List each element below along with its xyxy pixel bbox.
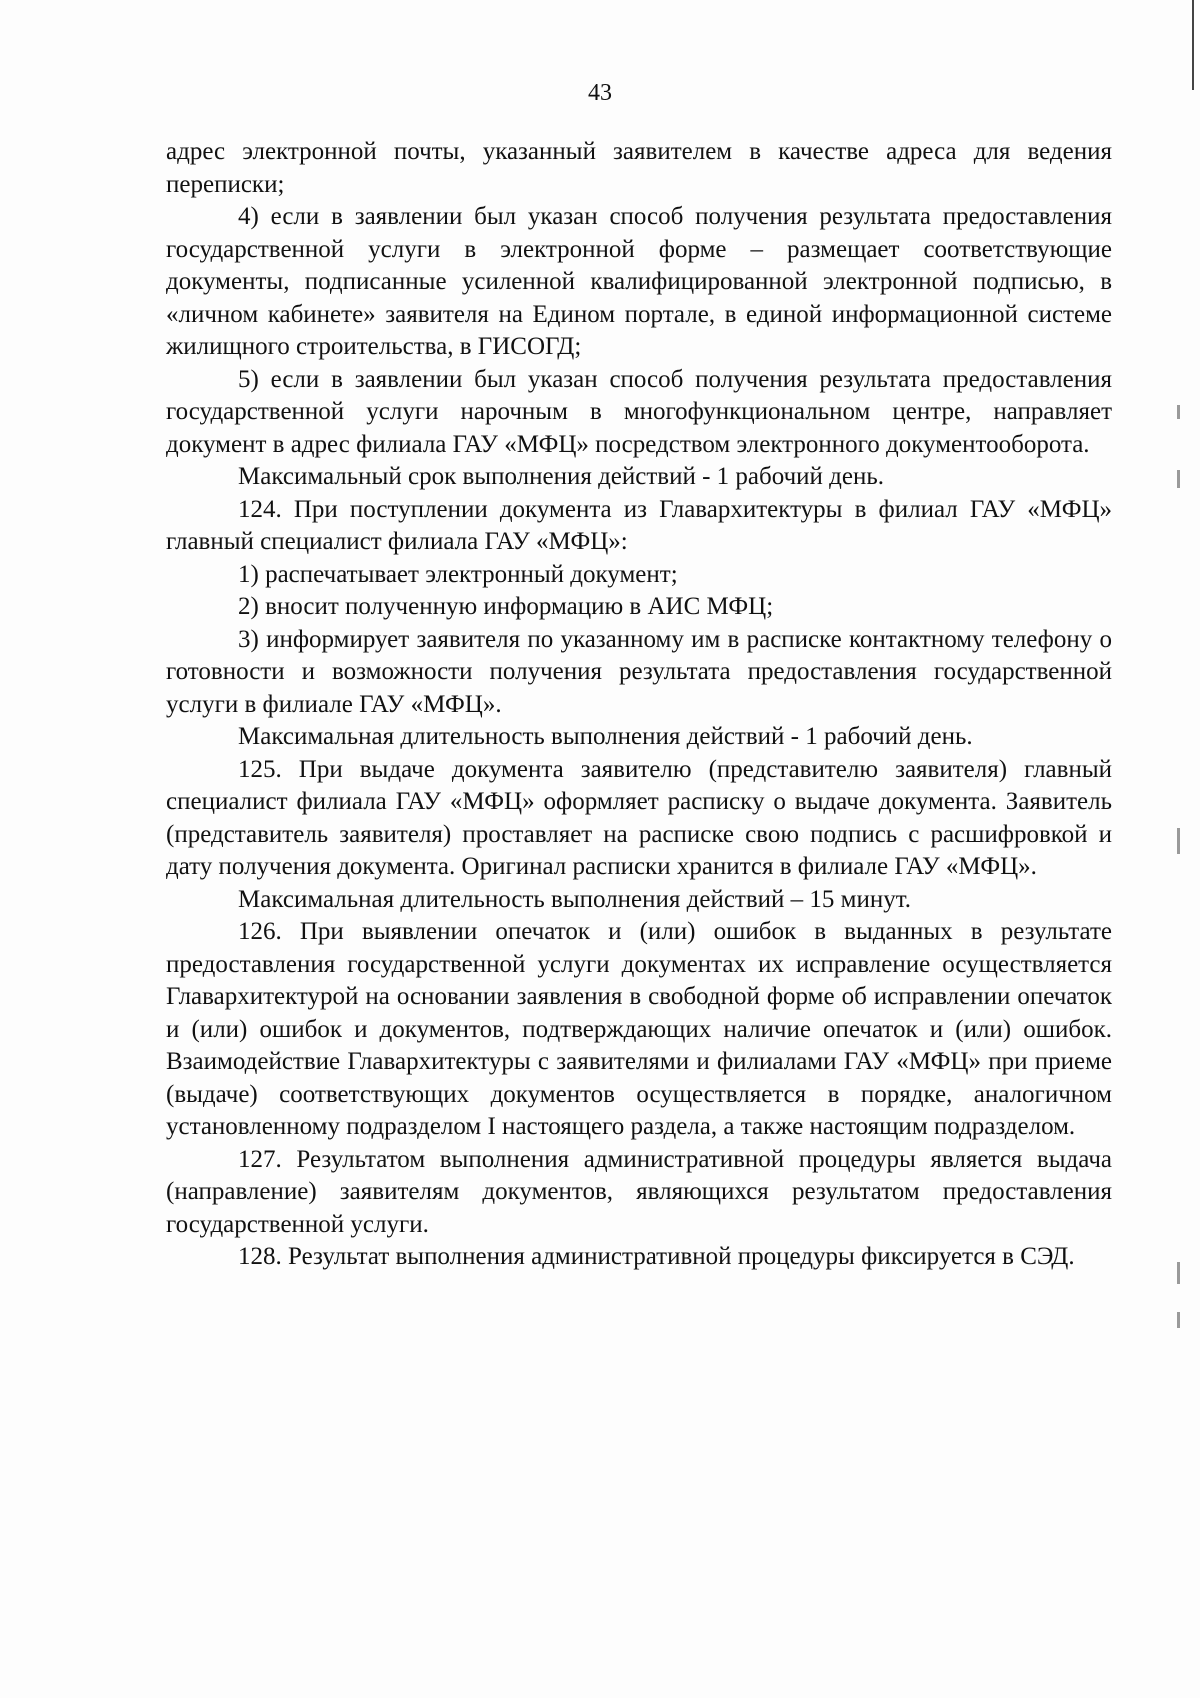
paragraph-clause-126: 126. При выявлении опечаток и (или) ошибок в выданных в результате предоставления государственной услуги документах их исправление осуществляется Главархитектурой на основании заявления в свободной форме об исправлении опечаток и (или) ошибок и документов, подтверждающих наличие опечаток и (или) ошибок. Взаимодействие Главархитектуры с заявителями и филиалами ГАУ «МФЦ» при приеме (выдаче) соответствующих документов осуществляется в порядке, аналогичном установленному подразделом I настоящего раздела, а также настоящим подразделом. xyxy=(166,918,1112,1140)
scan-speck xyxy=(1177,1262,1180,1284)
scan-speck xyxy=(1177,470,1180,488)
paragraph-clause-124: 124. При поступлении документа из Главархитектуры в филиал ГАУ «МФЦ» главный специалист филиала ГАУ «МФЦ»: xyxy=(166,495,1112,555)
scan-speck xyxy=(1177,828,1180,854)
paragraph-email-address: адрес электронной почты, указанный заявителем в качестве адреса для ведения переписки; xyxy=(166,138,1112,198)
paragraph-max-duration-1: Максимальная длительность выполнения действий - 1 рабочий день. xyxy=(238,723,973,750)
paragraph-clause-125: 125. При выдаче документа заявителю (представителю заявителя) главный специалист филиала ГАУ «МФЦ» оформляет расписку о выдаче документа. Заявитель (представитель заявителя) проставляет на расписке свою подпись с расшифровкой и дату получения документа. Оригинал расписки хранится в филиале ГАУ «МФЦ». xyxy=(166,755,1112,880)
scan-speck xyxy=(1177,405,1180,419)
paragraph-max-duration-15min: Максимальная длительность выполнения действий – 15 минут. xyxy=(238,885,912,913)
paragraph-124-item-3: 3) информирует заявителя по указанному им в расписке контактному телефону о готовности и возможности получения результата предоставления государственной услуги в филиале ГАУ «МФЦ». xyxy=(166,625,1112,718)
paragraph-124-item-1: 1) распечатывает электронный документ; xyxy=(238,560,678,588)
paragraph-124-item-2: 2) вносит полученную информацию в АИС МФЦ; xyxy=(238,593,774,620)
scan-edge-artifact xyxy=(1192,0,1194,90)
paragraph-max-term-1: Максимальный срок выполнения действий - 1 рабочий день. xyxy=(238,463,885,490)
page-number: 43 xyxy=(588,80,612,106)
paragraph-clause-127: 127. Результатом выполнения административной процедуры является выдача (направление) заявителям документов, являющихся результатом предоставления государственной услуги. xyxy=(166,1145,1112,1238)
paragraph-item-4: 4) если в заявлении был указан способ получения результата предоставления государственной услуги в электронной форме – размещает соответствующие документы, подписанные усиленной квалифицированной электронной подписью, в «личном кабинете» заявителя на Едином портале, в единой информационной системе жилищного строительства, в ГИСОГД; xyxy=(166,203,1112,360)
document-body xyxy=(166,136,1112,1274)
scan-speck xyxy=(1177,1312,1180,1328)
paragraph-item-5: 5) если в заявлении был указан способ получения результата предоставления государственной услуги нарочным в многофункциональном центре, направляет документ в адрес филиала ГАУ «МФЦ» посредством электронного документооборота. xyxy=(166,365,1112,458)
paragraph-clause-128: 128. Результат выполнения административной процедуры фиксируется в СЭД. xyxy=(238,1243,1075,1270)
